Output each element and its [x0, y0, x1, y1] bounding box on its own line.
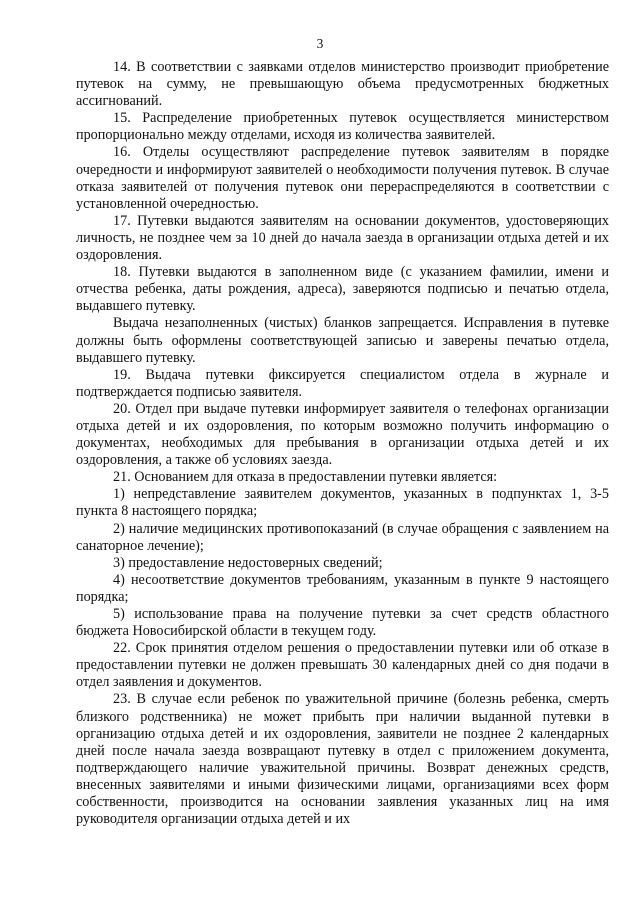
list-item-21-4: 4) несоответствие документов требованиям, указанным в пункте 9 настоящего порядка; — [76, 571, 609, 605]
list-item-21-2: 2) наличие медицинских противопоказаний (в случае обращения с заявлением на санаторное лечение); — [76, 520, 609, 554]
list-item-21-1: 1) непредставление заявителем документов, указанных в подпунктах 1, 3-5 пункта 8 настоящего порядка; — [76, 486, 609, 520]
document-body — [76, 59, 609, 828]
page-number: 3 — [316, 36, 324, 51]
list-item-21-3: 3) предоставление недостоверных сведений; — [113, 554, 383, 571]
paragraph-18: 18. Путевки выдаются в заполненном виде (с указанием фамилии, имени и отчества ребенка, даты рождения, адреса), заверяются подписью и печатью отдела, выдавшего путевку. — [76, 264, 609, 315]
paragraph-23: 23. В случае если ребенок по уважительной причине (болезнь ребенка, смерть близкого родственника) не может прибыть при наличии выданной путевки в организацию отдыха детей и их оздоровления, заявители не позднее 2 календарных дней после начала заезда возвращают путевку в отдел с приложением документа, подтверждающего наличие уважительной причины. Возврат денежных средств, внесенных заявителями и иными физическими лицами, организациями всех форм собственности, производится на основании заявления указанных лиц на имя руководителя организации отдыха детей и их — [76, 691, 609, 828]
paragraph-17: 17. Путевки выдаются заявителям на основании документов, удостоверяющих личность, не позднее чем за 10 дней до начала заезда в организации отдыха детей и их оздоровления. — [76, 212, 609, 264]
paragraph-16: 16. Отделы осуществляют распределение путевок заявителям в порядке очередности и информируют заявителей о необходимости получения путевок. В случае отказа заявителей от получения путевок они перераспределяются в соответствии с установленной очередностью. — [76, 144, 609, 212]
paragraph-21: 21. Основанием для отказа в предоставлении путевки является: — [113, 469, 498, 486]
paragraph-20: 20. Отдел при выдаче путевки информирует заявителя о телефонах организации отдыха детей и их оздоровления, по которым возможно получить информацию о документах, необходимых для пребывания в организации отдыха детей и их оздоровления, а также об условиях заезда. — [76, 400, 609, 469]
paragraph-15: 15. Распределение приобретенных путевок осуществляется министерством пропорционально между отделами, исходя из количества заявителей. — [76, 110, 609, 144]
paragraph-22: 22. Срок принятия отделом решения о предоставлении путевки или об отказе в предоставлении путевки не должен превышать 30 календарных дней со дня подачи в отдел заявления и документов. — [76, 640, 609, 691]
paragraph-18-continued: Выдача незаполненных (чистых) бланков запрещается. Исправления в путевке должны быть оформлены соответствующей записью и заверены печатью отдела, выдавшего путевку. — [76, 315, 609, 366]
list-item-21-5: 5) использование права на получение путевки за счет средств областного бюджета Новосибирской области в текущем году. — [76, 606, 609, 640]
paragraph-19: 19. Выдача путевки фиксируется специалистом отдела в журнале и подтверждается подписью заявителя. — [76, 366, 609, 400]
paragraph-14: 14. В соответствии с заявками отделов министерство производит приобретение путевок на сумму, не превышающую объема предусмотренных бюджетных ассигнований. — [76, 59, 609, 110]
